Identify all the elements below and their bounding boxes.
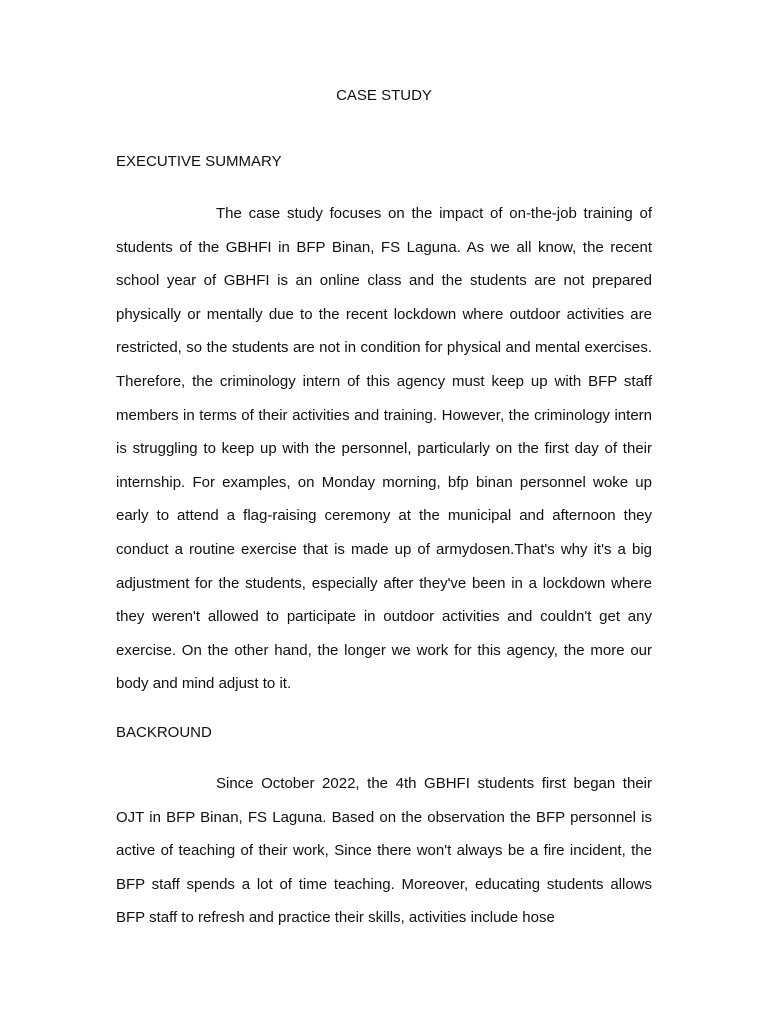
section-heading-executive-summary: EXECUTIVE SUMMARY	[116, 153, 282, 170]
section-heading-background: BACKROUND	[116, 724, 212, 741]
document-title: CASE STUDY	[336, 87, 432, 104]
paragraph-executive-summary: The case study focuses on the impact of on-the-job training of students of the GBHFI in BFP Binan, FS Laguna. As we all know, the recent school year of GBHFI is an online class and the students are not prepared physically or mentally due to the recent lockdown where outdoor activities are restricted, so the students are not in condition for physical and mental exercises. Therefore, the criminology intern of this agency must keep up with BFP staff members in terms of their activities and training. However, the criminology intern is struggling to keep up with the personnel, particularly on the first day of their internship. For examples, on Monday morning, bfp binan personnel woke up early to attend a flag-raising ceremony at the municipal and afternoon they conduct a routine exercise that is made up of armydosen.That's why it's a big adjustment for the students, especially after they've been in a lockdown where they weren't allowed to participate in outdoor activities and couldn't get any exercise. On the other hand, the longer we work for this agency, the more our body and mind adjust to it.	[116, 205, 652, 693]
paragraph-background: Since October 2022, the 4th GBHFI students first began their OJT in BFP Binan, FS Laguna. Based on the observation the BFP personnel is active of teaching of their work, Since there won't always be a fire incident, the BFP staff spends a lot of time teaching. Moreover, educating students allows BFP staff to refresh and practice their skills, activities include hose	[116, 775, 652, 927]
